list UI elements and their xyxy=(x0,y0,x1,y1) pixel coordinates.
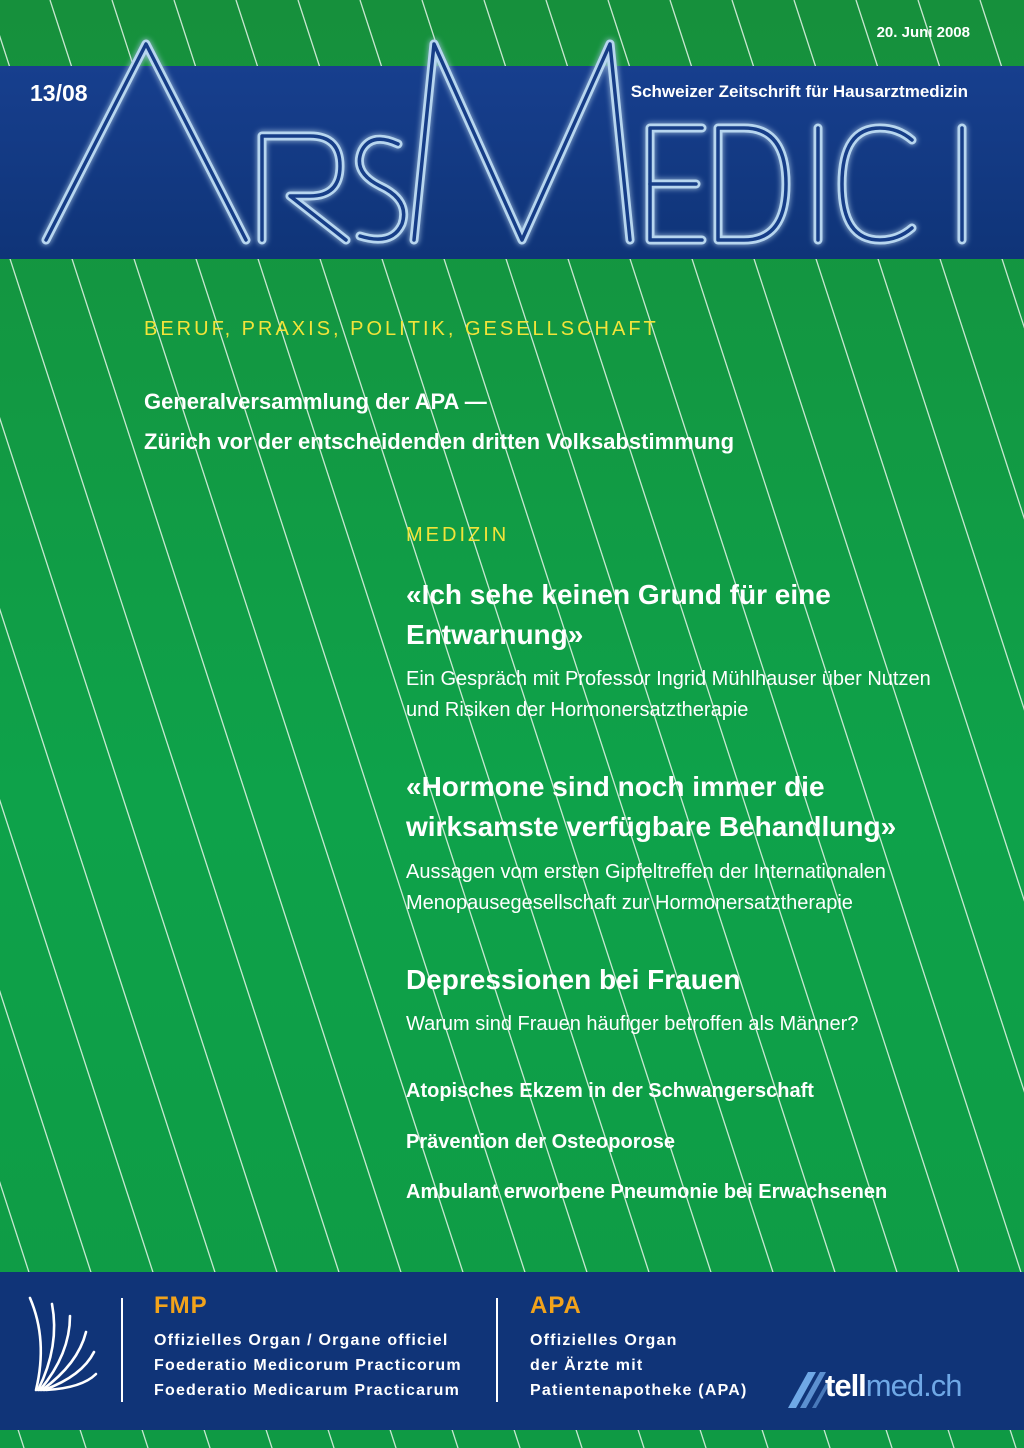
fmp-line-3: Foederatio Medicarum Practicarum xyxy=(154,1382,461,1399)
section-label-medizin: MEDIZIN xyxy=(406,524,510,546)
article-2-subtitle-line1: Aussagen vom ersten Gipfeltreffen der Internationalen xyxy=(406,861,886,883)
article-3-title[interactable]: Depressionen bei Frauen xyxy=(406,964,741,995)
apa-line-2: der Ärzte mit xyxy=(530,1357,644,1374)
article-3-subtitle: Warum sind Frauen häufiger betroffen als Männer? xyxy=(406,1013,859,1035)
headline-apa[interactable] xyxy=(144,382,734,462)
article-1-subtitle-line2: und Risiken der Hormonersatztherapie xyxy=(406,699,749,721)
short-item-osteoporose[interactable]: Prävention der Osteoporose xyxy=(406,1131,675,1153)
apa-line-1: Offizielles Organ xyxy=(530,1332,678,1349)
fmp-line-1: Offizielles Organ / Organe officiel xyxy=(154,1332,449,1349)
tellmed-logo-part1: tell xyxy=(825,1368,866,1403)
article-1-title-line1: «Ich sehe keinen Grund für eine xyxy=(406,579,831,610)
headline-apa-line2: Zürich vor der entscheidenden dritten Volksabstimmung xyxy=(144,429,735,454)
fmp-line-2: Foederatio Medicorum Practicorum xyxy=(154,1357,462,1374)
section-label-beruf: BERUF, PRAXIS, POLITIK, GESELLSCHAFT xyxy=(144,318,659,340)
issue-number: 13/08 xyxy=(30,80,88,106)
short-item-pneumonie[interactable]: Ambulant erworbene Pneumonie bei Erwachsenen xyxy=(406,1181,888,1203)
headline-apa-line1: Generalversammlung der APA — xyxy=(144,389,487,414)
article-2-title-line1: «Hormone sind noch immer die xyxy=(406,771,825,802)
apa-line-3: Patientenapotheke (APA) xyxy=(530,1382,748,1399)
article-2-title[interactable] xyxy=(406,767,896,847)
ars-medici-logo xyxy=(0,0,1024,280)
magazine-tagline: Schweizer Zeitschrift für Hausarztmedizin xyxy=(630,82,968,101)
article-2-subtitle xyxy=(406,857,886,919)
article-2-title-line2: wirksamste verfügbare Behandlung» xyxy=(406,811,897,842)
article-1-subtitle xyxy=(406,664,931,726)
article-1-title-line2: Entwarnung» xyxy=(406,619,584,650)
tellmed-logo-part2: med.ch xyxy=(865,1368,962,1403)
apa-title: APA xyxy=(530,1292,582,1319)
fmp-title: FMP xyxy=(154,1292,208,1319)
fmp-fan-logo-icon xyxy=(26,1290,98,1402)
footer-divider-left xyxy=(121,1298,123,1402)
article-1-title[interactable] xyxy=(406,575,831,655)
issue-date: 20. Juni 2008 xyxy=(876,24,970,41)
tellmed-logo[interactable] xyxy=(825,1368,961,1404)
short-item-ekzem[interactable]: Atopisches Ekzem in der Schwangerschaft xyxy=(406,1080,814,1102)
footer-divider-middle xyxy=(496,1298,498,1402)
article-1-subtitle-line1: Ein Gespräch mit Professor Ingrid Mühlhauser über Nutzen xyxy=(406,668,931,690)
article-2-subtitle-line2: Menopausegesellschaft zur Hormonersatztherapie xyxy=(406,892,853,914)
